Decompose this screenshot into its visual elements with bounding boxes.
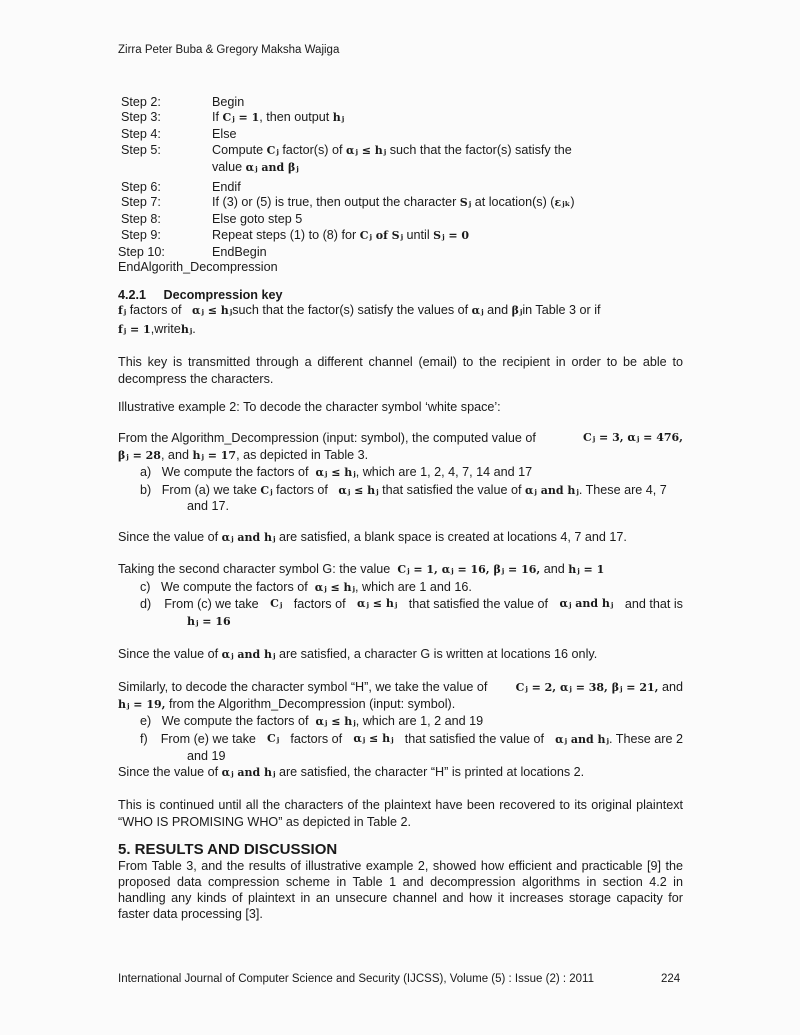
algorithm-end: EndAlgorith_Decompression: [118, 260, 278, 274]
ws-line-2: βⱼ = 28, and hⱼ = 17, as depicted in Table 3.: [118, 448, 369, 462]
step-label: Step 8:: [121, 212, 161, 226]
key-line-2: fⱼ = 1,writehⱼ.: [118, 322, 196, 336]
step-text: If Cⱼ = 1, then output hⱼ: [212, 110, 345, 124]
section-heading: 5. RESULTS AND DISCUSSION: [118, 841, 338, 858]
list-item-b-cont: and 17.: [187, 499, 230, 513]
step-text: Begin: [212, 95, 245, 109]
key-paragraph: This key is transmitted through a different channel (email) to the recipient in order to be able to decompress the characters.: [118, 355, 683, 386]
step-text: value αⱼ and βⱼ: [212, 160, 299, 174]
step-text: EndBegin: [212, 245, 267, 259]
step-text: Endif: [212, 180, 241, 194]
step-text: Repeat steps (1) to (8) for Cⱼ of Sⱼ until Sⱼ = 0: [212, 228, 470, 242]
running-header: Zirra Peter Buba & Gregory Maksha Wajiga: [118, 44, 340, 56]
step-label: Step 3:: [121, 110, 161, 124]
ws-conclusion: Since the value of αⱼ and hⱼ are satisfied, a blank space is created at locations 4, 7 and 17.: [118, 530, 627, 544]
list-item-a: a) We compute the factors of αⱼ ≤ hⱼ, which are 1, 2, 4, 7, 14 and 17: [140, 465, 533, 479]
list-item-c: c) We compute the factors of αⱼ ≤ hⱼ, which are 1 and 16.: [140, 580, 472, 594]
list-item-d-cont: hⱼ = 16: [187, 615, 231, 628]
key-line-1: fⱼ factors of αⱼ ≤ hⱼsuch that the factor(s) satisfy the values of αⱼ and βⱼin Table 3 or if: [118, 303, 601, 317]
ws-line-1: From the Algorithm_Decompression (input: symbol), the computed value of Cⱼ = 3, αⱼ = 476,: [118, 431, 683, 445]
step-label: Step 2:: [121, 95, 161, 109]
list-item-e: e) We compute the factors of αⱼ ≤ hⱼ, which are 1, 2 and 19: [140, 714, 484, 728]
list-item-b: b) From (a) we take Cⱼ factors of αⱼ ≤ hⱼ that satisfied the value of αⱼ and hⱼ. These are 4, 7: [140, 483, 667, 497]
step-label: Step 10:: [118, 245, 165, 259]
running-footer: International Journal of Computer Science and Security (IJCSS), Volume (5) : Issue (2) : 2011: [118, 973, 594, 985]
section-body: From Table 3, and the results of illustrative example 2, showed how efficient and practicable [9] the proposed data compression scheme in Table 1 and decompression algorithms in section 4.2 in handling any kinds of plaintext in an unsecure channel and how it increases storage capacity for faster data processing [3].: [118, 859, 683, 921]
step-label: Step 6:: [121, 180, 161, 194]
step-label: Step 7:: [121, 195, 161, 209]
list-item-d: d) From (c) we take Cⱼ factors of αⱼ ≤ hⱼ that satisfied the value of αⱼ and hⱼ and that is: [140, 597, 683, 611]
page-number: 224: [661, 973, 681, 985]
example-intro: Illustrative example 2: To decode the character symbol ‘white space’:: [118, 400, 501, 414]
subsection-heading: 4.2.1 Decompression key: [118, 288, 283, 302]
step-label: Step 4:: [121, 127, 161, 141]
step-text: Else: [212, 127, 237, 141]
step-label: Step 5:: [121, 143, 161, 157]
list-item-f: f) From (e) we take Cⱼ factors of αⱼ ≤ hⱼ that satisfied the value of αⱼ and hⱼ. These are 2: [140, 732, 683, 746]
step-text: Compute Cⱼ factor(s) of αⱼ ≤ hⱼ such that the factor(s) satisfy the: [212, 143, 572, 157]
h-line-1: Similarly, to decode the character symbol “H”, we take the value of Cⱼ = 2, αⱼ = 38, βⱼ = 21, and: [118, 680, 683, 694]
step-text: If (3) or (5) is true, then output the character Sⱼ at location(s) (εⱼₖ): [212, 195, 575, 209]
continued-paragraph: This is continued until all the characters of the plaintext have been recovered to its original plaintext “WHO IS PROMISING WHO” as depicted in Table 2.: [118, 798, 683, 829]
h-conclusion: Since the value of αⱼ and hⱼ are satisfied, the character “H” is printed at locations 2.: [118, 765, 585, 779]
step-text: Else goto step 5: [212, 212, 303, 226]
g-line-1: Taking the second character symbol G: the value Cⱼ = 1, αⱼ = 16, βⱼ = 16, and hⱼ = 1: [118, 562, 605, 576]
g-conclusion: Since the value of αⱼ and hⱼ are satisfied, a character G is written at locations 16 only.: [118, 647, 598, 661]
h-line-2: hⱼ = 19, from the Algorithm_Decompression (input: symbol).: [118, 697, 456, 711]
list-item-f-cont: and 19: [187, 749, 226, 763]
step-label: Step 9:: [121, 228, 161, 242]
